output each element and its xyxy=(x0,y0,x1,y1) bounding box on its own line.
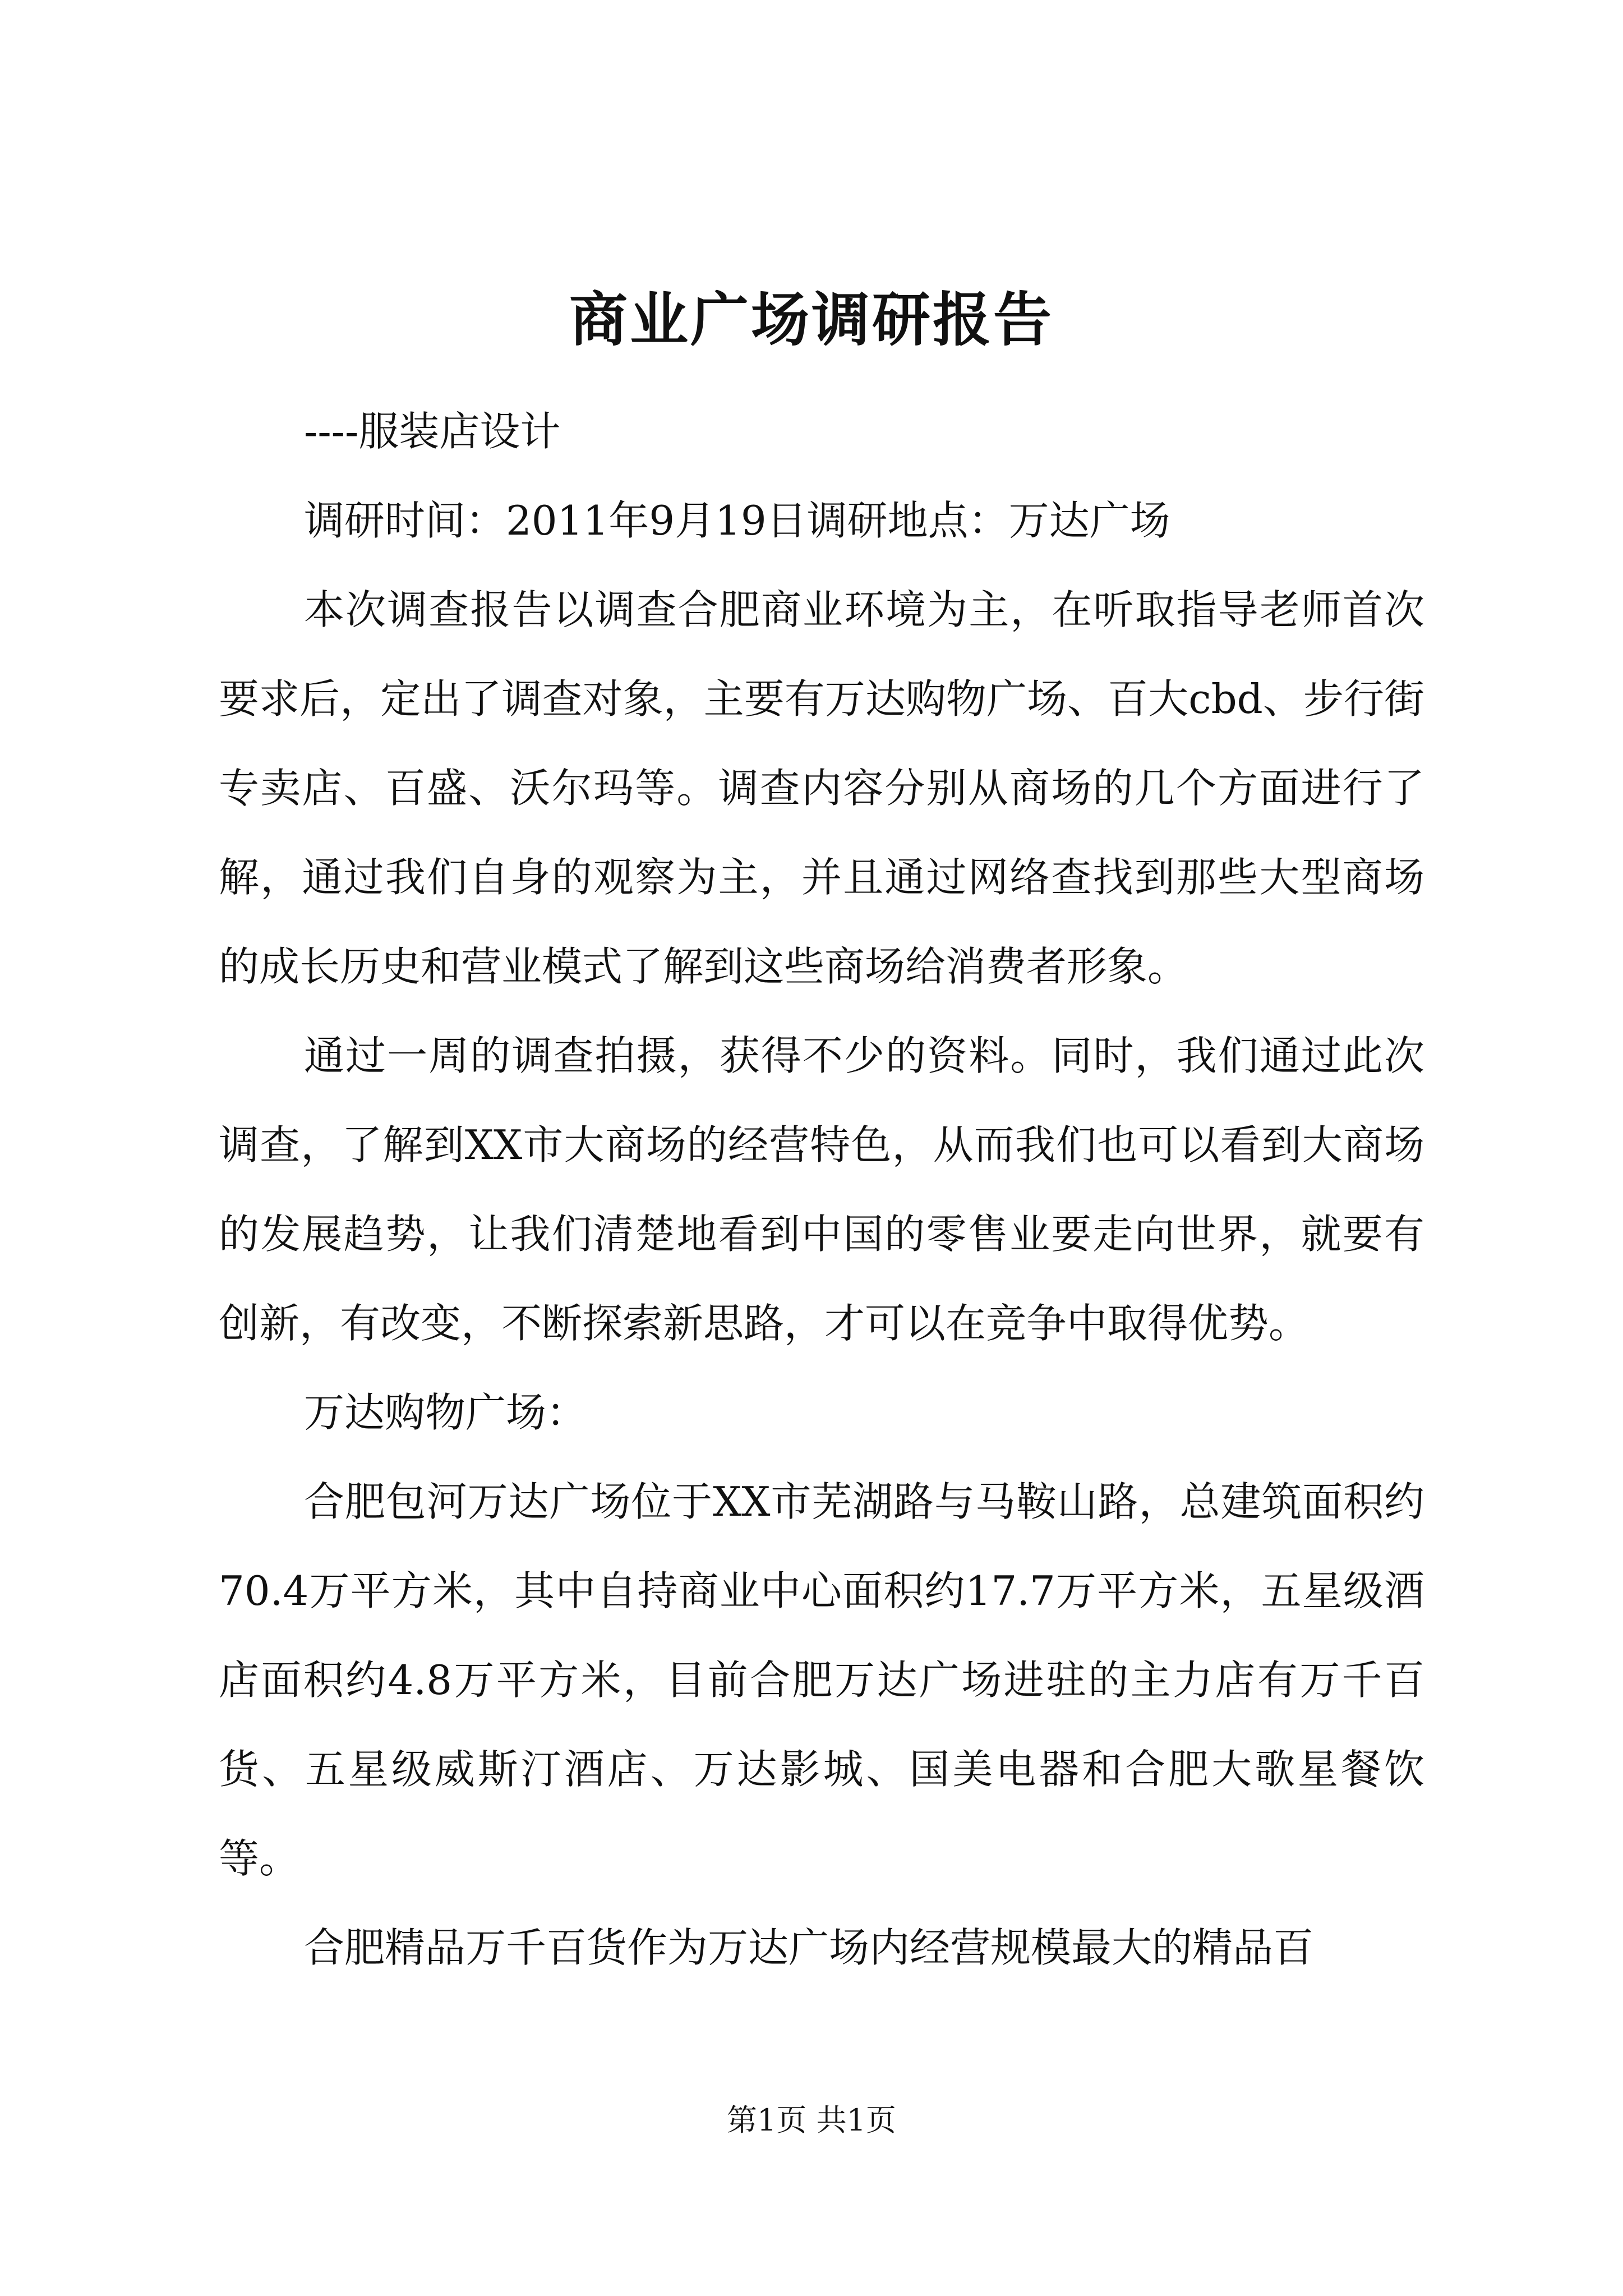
page-footer: 第1页 共1页 xyxy=(727,2102,896,2138)
survey-info: 调研时间：2011年9月19日调研地点：万达广场 xyxy=(304,497,1170,544)
subtitle: ----服装店设计 xyxy=(304,408,561,455)
section-heading: 万达购物广场： xyxy=(304,1389,587,1436)
document-body xyxy=(219,387,1424,1993)
document-title: 商业广场调研报告 xyxy=(569,285,1054,354)
paragraph: 通过一周的调查拍摄，获得不少的资料。同时，我们通过此次调查，了解到XX市大商场的经营特色，从而我们也可以看到大商场的发展趋势，让我们清楚地看到中国的零售业要走向世界，就要有创新，有改变，不断探索新思路，才可以在竞争中取得优势。 xyxy=(219,1032,1424,1347)
paragraph: 本次调查报告以调查合肥商业环境为主，在听取指导老师首次要求后，定出了调查对象，主要有万达购物广场、百大cbd、步行街专卖店、百盛、沃尔玛等。调查内容分别从商场的几个方面进行了解，通过我们自身的观察为主，并且通过网络查找到那些大型商场的成长历史和营业模式了解到这些商场给消费者形象。 xyxy=(219,586,1424,990)
paragraph: 合肥精品万千百货作为万达广场内经营规模最大的精品百 xyxy=(304,1924,1314,1971)
paragraph: 合肥包河万达广场位于XX市芜湖路与马鞍山路，总建筑面积约70.4万平方米，其中自持商业中心面积约17.7万平方米，五星级酒店面积约4.8万平方米，目前合肥万达广场进驻的主力店有万千百货、五星级威斯汀酒店、万达影城、国美电器和合肥大歌星餐饮等。 xyxy=(219,1478,1424,1882)
